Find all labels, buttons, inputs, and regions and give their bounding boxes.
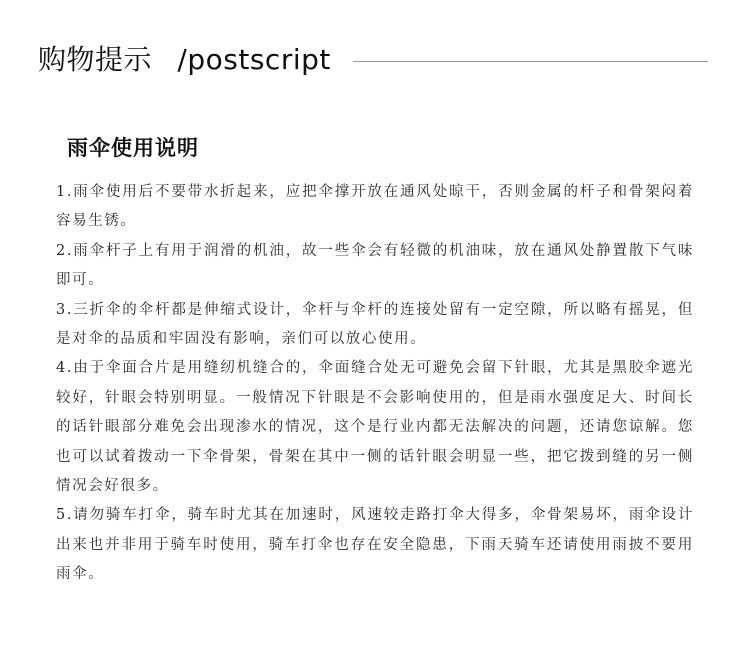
instruction-item-5: 5.请勿骑车打伞，骑车时尤其在加速时，风速较走路打伞大得多，伞骨架易坏，雨伞设计出来也并非用于骑车时使用，骑车打伞也存在安全隐患，下雨天骑车还请使用雨披不要用雨伞。 <box>56 507 694 583</box>
section-title: 雨伞使用说明 <box>67 136 199 160</box>
instruction-item-3: 3.三折伞的伞杆都是伸缩式设计，伞杆与伞杆的连接处留有一定空隙，所以略有摇晃，但是对伞的品质和牢固没有影响，亲们可以放心使用。 <box>56 301 694 348</box>
page-header <box>38 36 708 80</box>
page-title-slash: / <box>177 43 188 76</box>
instruction-item-1: 1.雨伞使用后不要带水折起来，应把伞撑开放在通风处晾干，否则金属的杆子和骨架闷着容易生锈。 <box>56 184 694 230</box>
page-title-english: postscript <box>187 43 331 76</box>
instructions-list <box>56 178 694 590</box>
header-divider <box>353 61 708 62</box>
page-title <box>38 38 331 78</box>
instruction-item-4: 4.由于伞面合片是用缝纫机缝合的，伞面缝合处无可避免会留下针眼，尤其是黑胶伞遮光较好，针眼会特别明显。一般情况下针眼是不会影响使用的，但是雨水强度足大、时间长的话针眼部分难免会出现渗水的情况，这个是行业内都无法解决的问题，还请您谅解。您也可以试着拨动一下伞骨架，骨架在其中一侧的话针眼会明显一些，把它拨到缝的另一侧情况会好很多。 <box>56 360 694 495</box>
instruction-item-2: 2.雨伞杆子上有用于润滑的机油，故一些伞会有轻微的机油味，放在通风处静置散下气味即可。 <box>56 242 694 289</box>
page-title-chinese: 购物提示 <box>38 43 153 76</box>
